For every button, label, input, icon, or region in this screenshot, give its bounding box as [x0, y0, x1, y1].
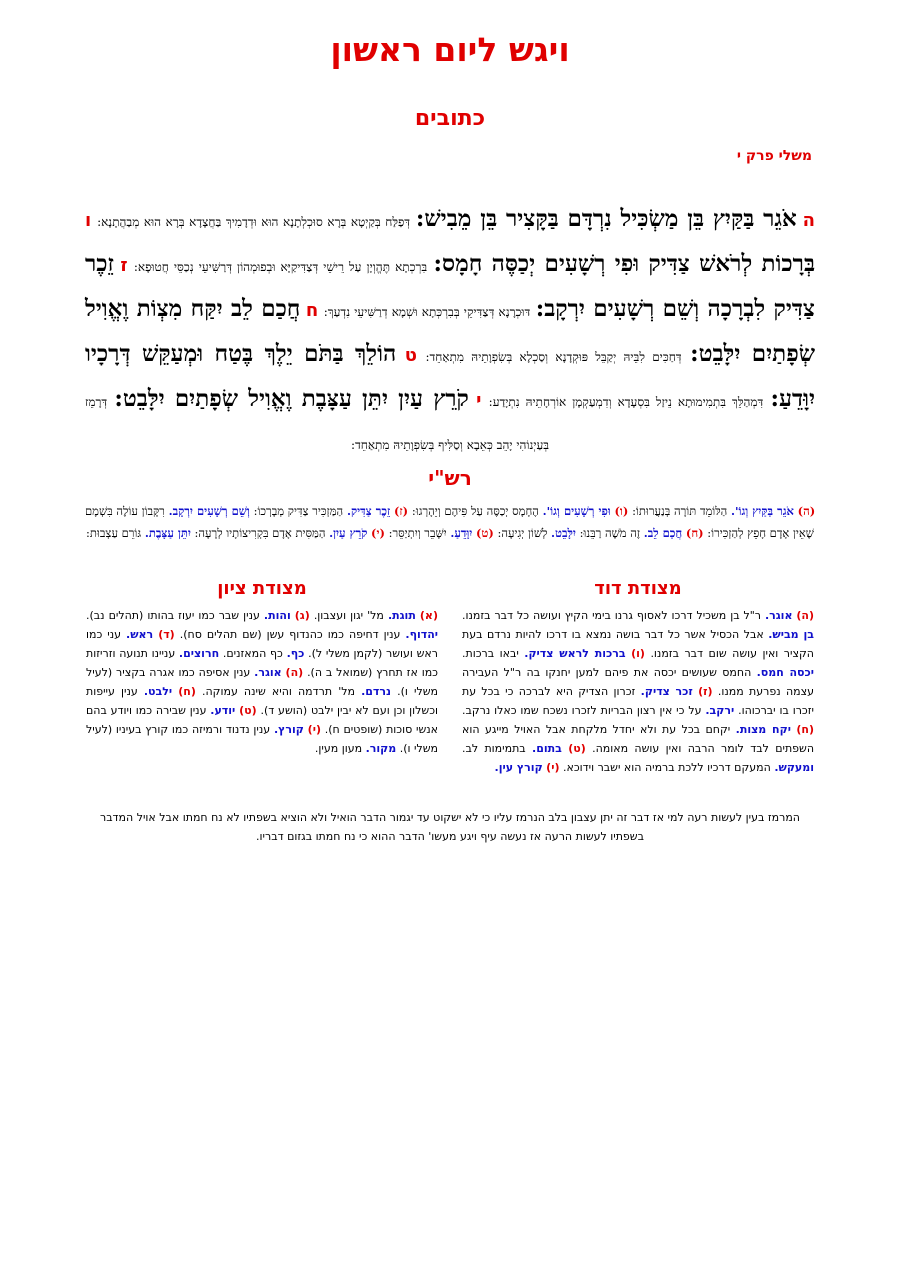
verse-hebrew: אֹגֵר בַּקַּיִץ בֵּן מַשְׂכִּיל נִרְדָּם בַּקָּצִיר בֵּן מֵבִישׁ:	[415, 205, 797, 232]
entry-number: (ז)	[393, 504, 409, 518]
entry-number: (ו)	[631, 647, 645, 660]
verse-targum: דּוּכְרָנָא דְּצַדִּיקֵי בְּבִרְכְּתָא וּשְׁמָא דְרַשִּׁיעֵי נִדְעַךְ:	[323, 305, 531, 319]
entry-heading: אֹגֵר בַּקַּיִץ וְגוֹ'.	[731, 504, 794, 518]
verse-number: ט	[404, 345, 417, 366]
rashi-title: רש"י	[428, 466, 472, 490]
entry-heading: יִוָּדֵעַ.	[450, 526, 473, 540]
metzudat-david-column	[462, 606, 814, 777]
entry-heading: אוגר.	[254, 666, 282, 679]
entry-heading: ילבט.	[143, 685, 173, 698]
metzudat-david-title: מצודת דוד	[594, 578, 682, 599]
entry-heading: בן מביש.	[768, 628, 814, 641]
entry-text: זֶה מֹשֶׁה רַבֵּנוּ:	[579, 526, 641, 540]
verse-number: י	[476, 390, 482, 411]
entry-heading: וּפִי רְשָׁעִים וְגוֹ'.	[542, 504, 611, 518]
entry-number: (א)	[419, 609, 438, 622]
entry-heading: נרדם.	[361, 685, 391, 698]
entry-heading: קורץ עין.	[494, 761, 543, 774]
entry-text: ענין שבר כמו יעוז בהותו (תהלים נב).	[86, 609, 260, 622]
entry-number: (ג)	[294, 609, 310, 622]
verse-block	[85, 198, 815, 466]
entry-text: ענין דחיפה כמו כהנדוף עשן (שם תהלים סח).	[179, 628, 401, 641]
entry-heading: חרוצים.	[178, 647, 220, 660]
entry-heading: ומעקש.	[774, 761, 814, 774]
entry-text: ענין עייפות וכשלון וכן ועם לא יבין ילבט (הושע ד).	[86, 685, 439, 717]
entry-text: ר"ל בן משכיל דרכו לאסוף גרנו בימי הקיץ ועושה כל דבר בזמנו.	[462, 609, 762, 622]
entry-heading: אוגר.	[764, 609, 793, 622]
entry-number: (ט)	[568, 742, 586, 755]
entry-text: יִשָּׁבֵר וְיִתְיַסֵּר:	[388, 526, 447, 540]
entry-heading: חֲכַם לֵב.	[643, 526, 683, 540]
entry-text: זכרון הצדיק היא לברכה כי בכל עת יזכרו בו יברכוהו.	[462, 685, 814, 717]
entry-heading: יִתֵּן עַצָּבֶת.	[144, 526, 191, 540]
verse-number: ה	[802, 210, 816, 231]
entry-text: עניינו תנועה וזריזות כמו אז תחרץ (שמואל ב ה).	[86, 647, 438, 679]
entry-heading: בתום.	[532, 742, 562, 755]
entry-text: יבאו ברכות.	[462, 647, 519, 660]
entry-number: (ט)	[475, 526, 494, 540]
entry-text: לְשׁוֹן יְגִיעָה:	[497, 526, 548, 540]
entry-heading: ירקב.	[705, 704, 735, 717]
entry-number: (י)	[546, 761, 560, 774]
entry-text: הַמַּסִּית אָדָם בִּקְרִיצוֹתָיו לְרָעָה:	[194, 526, 326, 540]
metzudat-david-continuation: המרמז בעין לעשות רעה למי אז דבר זה יתן עצבון בלב הנרמז עליו כי לא ישקוט עד יגמור הדבר הואיל ולא הוציא בשפתיו לא נח חמתו אבל אויל המדבר בשפתיו לעשות הרעה אז נעשה עיף ויגע מעשו' הדבר ההוא כי נח חמתו בגזום דבריו.	[99, 811, 800, 843]
verse-hebrew: הוֹלֵךְ בַּתֹּם יֵלֶךְ בֶּטַח וּמְעַקֵּשׁ דְּרָכָיו יִוָּדֵעַ:	[85, 340, 816, 412]
entry-number: (ה)	[796, 609, 815, 622]
metzudat-zion-title: מצודת ציון	[217, 578, 307, 599]
verse-targum: דְּרָמֵז בְּעַיְנוֹהִי יָהֵב כְּאֵבָא וְסַלִּיף בְּשִׂפְוָתֵיהּ מִתְאַחֵד:	[85, 395, 550, 452]
entry-heading: ברכות לראש צדיק.	[524, 647, 626, 660]
entry-number: (ד)	[158, 628, 175, 641]
entry-text: ענין שבירה כמו ויודע בהם אנשי סוכות (שופטים ח).	[86, 704, 439, 736]
entry-heading: זכר צדיק.	[640, 685, 693, 698]
entry-number: (ח)	[178, 685, 196, 698]
entry-text: גּוֹרֵם עַצְבוּת:	[86, 526, 142, 540]
entry-text: מעון מעין.	[314, 742, 363, 755]
entry-text: הַמַּזְכִּיר צַדִּיק מְבָרְכוֹ:	[253, 504, 344, 518]
section-subtitle: כתובים	[414, 106, 486, 131]
verse-number: ו	[85, 210, 92, 231]
metzudat-zion-column	[86, 606, 438, 758]
entry-number: (י)	[307, 723, 321, 736]
entry-heading: והות.	[263, 609, 291, 622]
entry-text: ענין אסיפה כמו אגרה בקציר (לעיל משלי ו).	[86, 666, 438, 698]
entry-heading: זֵכֶר צַדִּיק.	[346, 504, 391, 518]
entry-heading: יודע.	[210, 704, 236, 717]
entry-heading: קורץ.	[273, 723, 304, 736]
page-title: ויגש ליום ראשון	[330, 30, 570, 69]
entry-text: רִקָּבוֹן עוֹלֶה בִּשְׁמָם שֶׁאֵין אָדָם חָפֵץ לְהַזְכִּירוֹ:	[85, 504, 814, 540]
verse-targum: בִּרְכְתָא תֶּהֱוְיָן עַל רֵישֵׁי דְּצַדִּיקַיָּא וּבְפוּמְהוֹן דְּרַשִּׁיעֵי נְכַסֵּי חֲטוּפָא:	[133, 260, 428, 274]
chapter-label: משלי פרק י	[736, 148, 812, 164]
entry-text: מל' תרדמה והיא שינה עמוקה.	[201, 685, 355, 698]
entry-number: (י)	[371, 526, 385, 540]
verse-hebrew: זֵכֶר צַדִּיק לִבְרָכָה וְשֵׁם רְשָׁעִים יִרְקָב:	[85, 250, 815, 322]
entry-heading: ראש.	[126, 628, 154, 641]
entry-text: כף המאזנים.	[222, 647, 283, 660]
entry-number: (ה)	[285, 666, 304, 679]
verse-targum: דְּחַכִּים לִבֵּיהּ יְקַבֵּל פּוּקְדָנָא וְסַכְלָא בְּשִׂפְוָתֵיהּ מִתְאַחֵד:	[425, 350, 682, 364]
entry-text: הַלּוֹמֵד תּוֹרָה בְּנַעֲרוּתוֹ:	[632, 504, 728, 518]
verse-number: ח	[305, 300, 319, 321]
entry-text: יקחם בכל עת ולא יחדל מלקחת אבל האויל מייגע הוא השפתים לבד לומר הרבה ואין עושה מאומה.	[462, 723, 815, 755]
verse-targum: דִּמְהַלֵּךְ בִּתְמִימוּתָא נֵיזַל בִּסְעָדָא וְדִמְעַקְמָן אוֹרְחָתֵיהּ נִתְיָדַע:	[488, 395, 764, 409]
entry-text: המעקם דרכיו ללכת ברמיה הוא ישבר וידוכא.	[562, 761, 771, 774]
verse-hebrew: חֲכַם לֵב יִקַּח מִצְוֹת וֶאֱוִיל שְׂפָתַיִם יִלָּבֵט:	[85, 295, 815, 367]
verse-targum: דְּפַלַּח בְּקַיְטָא בְּרָא סוּכְלְתָנָא הוּא וּדְדָמִיךְ בַּחֲצָדָא בְּרָא הוּא מְבַהֲתָנָא:	[97, 215, 411, 229]
entry-heading: יכסה חמס.	[756, 666, 814, 679]
entry-text: בתמימות לב.	[462, 742, 526, 755]
entry-text: הֶחָמָס יְכַסֶּה עַל פִּיהֶם וְיֵהָרְגוּ:	[411, 504, 539, 518]
entry-number: (ו)	[614, 504, 629, 518]
entry-text: ענין נדנוד ורמיזה כמו קורץ בעיניו (לעיל משלי ו).	[86, 723, 438, 755]
entry-number: (ח)	[685, 526, 704, 540]
rashi-commentary	[85, 500, 815, 544]
entry-heading: וְשֵׁם רְשָׁעִים יִרְקָב.	[168, 504, 250, 518]
entry-heading: יִלָּבֵט.	[551, 526, 576, 540]
verse-hebrew: קֹרֵץ עַיִן יִתֵּן עַצָּבֶת וֶאֱוִיל שְׂפָתַיִם יִלָּבֵט:	[114, 385, 469, 412]
entry-number: (ה)	[797, 504, 816, 518]
entry-text: על כי אין רצון הבריות לזכרו נשכח שמו כאלו נרקב.	[462, 704, 702, 717]
entry-text: מל' יגון ועצבון.	[313, 609, 384, 622]
entry-number: (ז)	[698, 685, 713, 698]
entry-heading: מקור.	[365, 742, 397, 755]
entry-heading: תוגת.	[387, 609, 416, 622]
verse-hebrew: בְּרָכוֹת לְרֹאשׁ צַדִּיק וּפִי רְשָׁעִים יְכַסֶּה חָמָס:	[433, 250, 816, 277]
entry-text: עני כמו ראש ועושר (לקמן משלי ל).	[86, 628, 438, 660]
entry-heading: יקח מצות.	[735, 723, 791, 736]
entry-text: אבל הכסיל אשר כל דבר בושה נמצא בו דרכו להיות נרדם בעת הקציר ואין עושה שום דבר בזמנו.	[462, 628, 814, 660]
entry-heading: קֹרֵץ עַיִן.	[329, 526, 368, 540]
entry-number: (ט)	[239, 704, 257, 717]
entry-heading: יהדוף.	[405, 628, 439, 641]
entry-text: החמס שעושים יכסה את פיהם למען יחנקו בה ר"ל העבירה עצמה נפרעת ממנו.	[462, 666, 815, 698]
entry-heading: כף.	[286, 647, 305, 660]
entry-number: (ח)	[796, 723, 814, 736]
verse-number: ז	[120, 255, 128, 276]
